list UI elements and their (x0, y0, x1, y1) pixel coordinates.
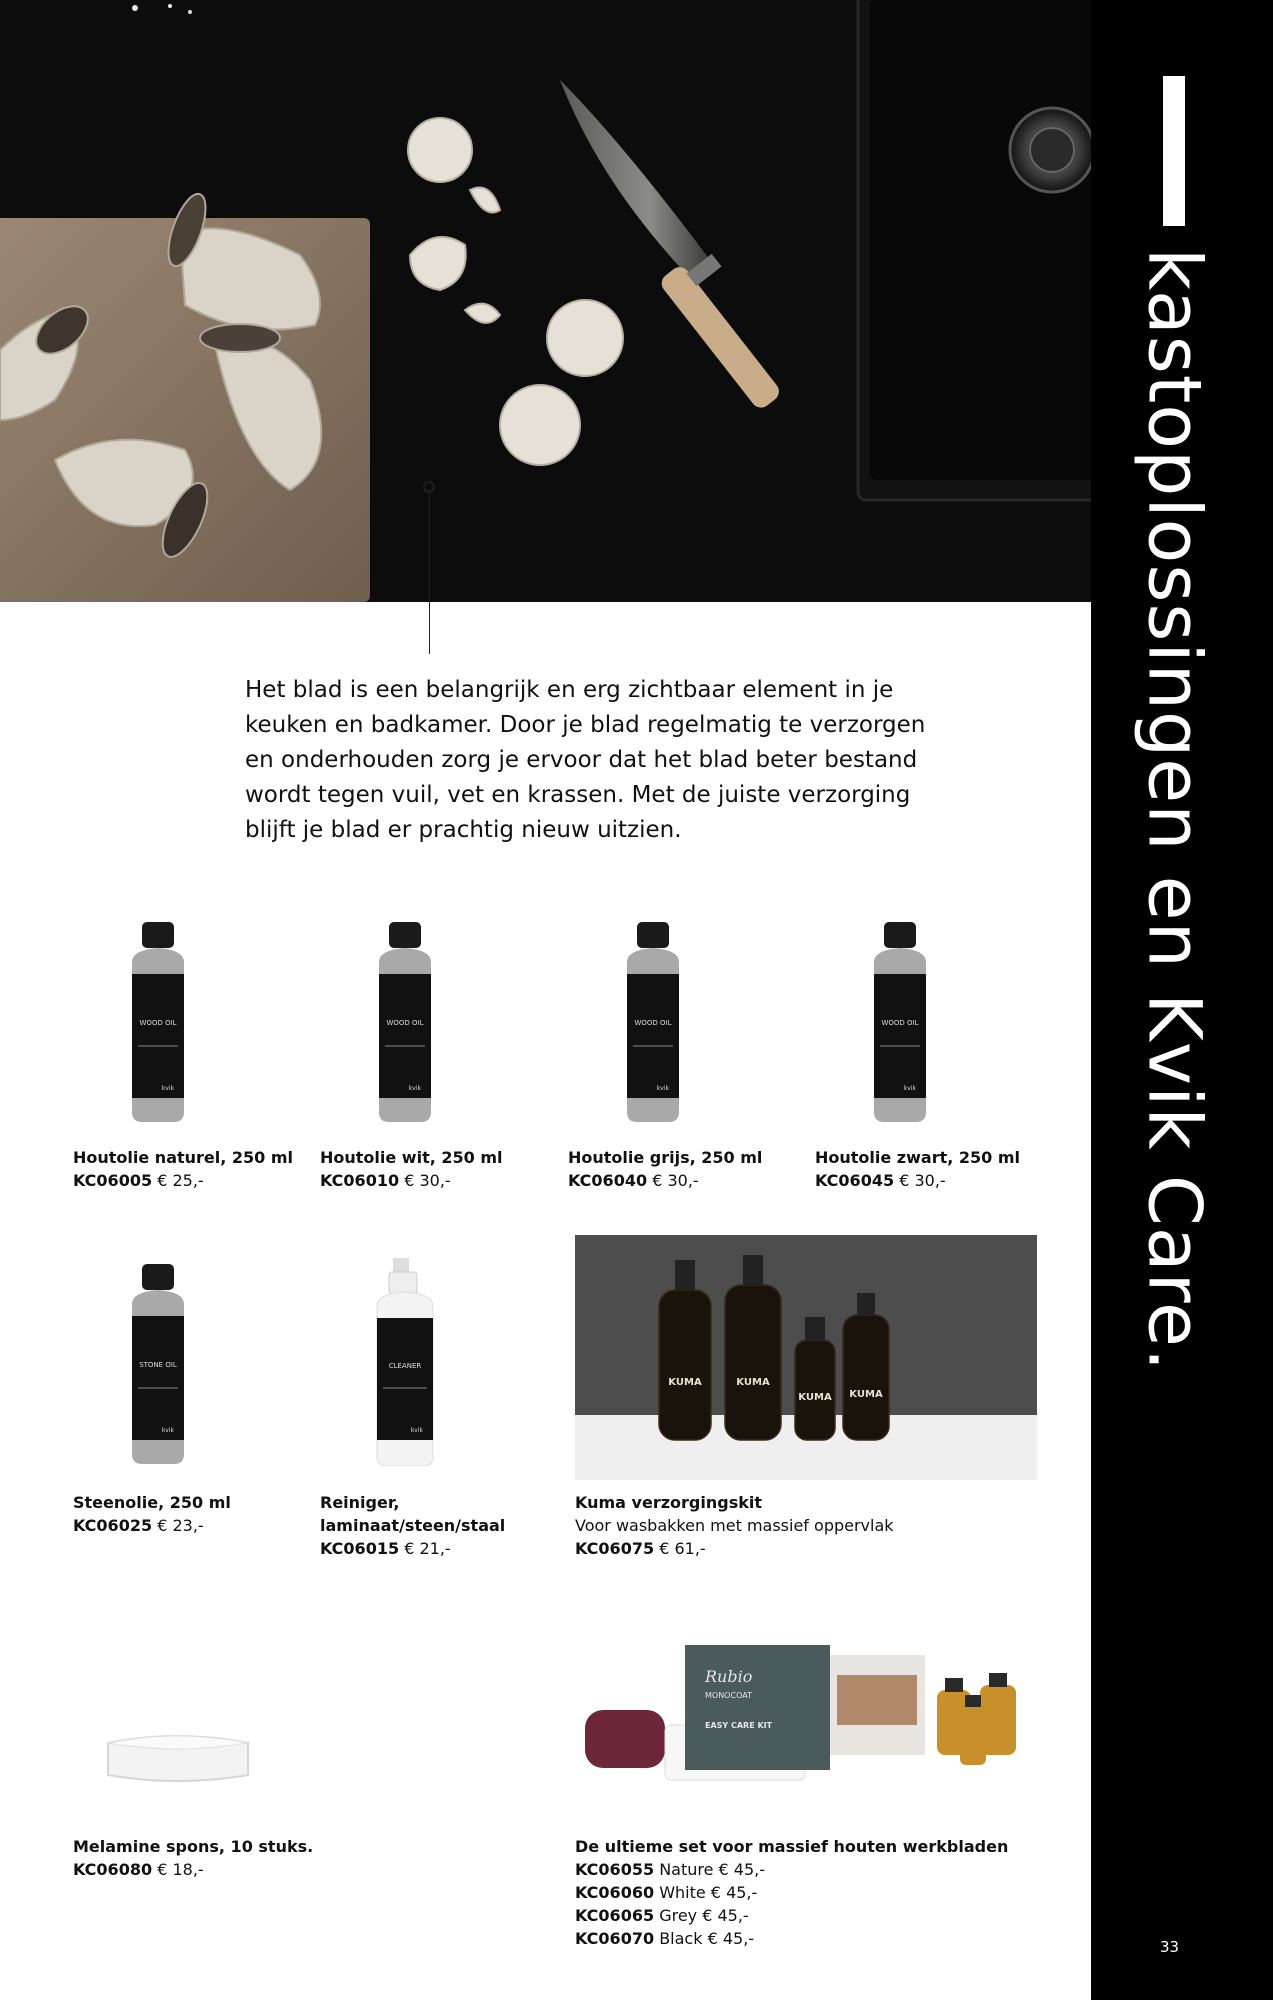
product-price: € 21,- (404, 1539, 451, 1558)
product-code: KC06025 (73, 1516, 153, 1535)
product-code: KC06005 (73, 1171, 153, 1190)
spray-bottle-icon (365, 1258, 445, 1466)
svg-text:WOOD OIL: WOOD OIL (634, 1019, 672, 1027)
product-image-wood-oil-wit (365, 922, 445, 1128)
kuma-kit-photo (575, 1235, 1037, 1480)
product-image-sponge (98, 1725, 258, 1791)
product-name: Houtolie grijs, 250 ml (568, 1148, 763, 1167)
svg-text:CLEANER: CLEANER (388, 1362, 422, 1370)
product-card (320, 1146, 503, 1192)
product-code: KC06040 (568, 1171, 648, 1190)
wood-oil-bottle-icon (860, 922, 940, 1124)
page-number: 33 (1160, 1938, 1180, 1956)
product-code: KC06015 (320, 1539, 400, 1558)
product-price: € 30,- (652, 1171, 699, 1190)
product-name: De ultieme set voor massief houten werkbladen (575, 1837, 1009, 1856)
svg-text:Rubio: Rubio (705, 1667, 753, 1686)
variant-text: Nature € 45,- (659, 1860, 766, 1879)
product-price: € 30,- (404, 1171, 451, 1190)
wood-oil-bottle-icon (118, 922, 198, 1124)
svg-text:WOOD OIL: WOOD OIL (139, 1019, 177, 1027)
svg-text:WOOD OIL: WOOD OIL (386, 1019, 424, 1027)
product-card (575, 1491, 894, 1560)
product-code: KC06070 (575, 1929, 655, 1948)
band-title: kastoplossingen en Kvik Care. (1131, 248, 1217, 1373)
product-code: KC06080 (73, 1860, 153, 1879)
variant-text: Black € 45,- (659, 1929, 755, 1948)
hero-photo (0, 0, 1091, 602)
svg-text:EASY CARE KIT: EASY CARE KIT (705, 1721, 773, 1730)
product-code: KC06075 (575, 1539, 655, 1558)
svg-text:MONOCOAT: MONOCOAT (705, 1691, 752, 1700)
band-accent-bar (1163, 76, 1185, 226)
product-name: Houtolie naturel, 250 ml (73, 1148, 294, 1167)
svg-text:STONE OIL: STONE OIL (139, 1361, 177, 1369)
product-image-kuma-kit (575, 1235, 1037, 1480)
product-price: € 23,- (157, 1516, 204, 1535)
svg-text:KUMA: KUMA (798, 1392, 832, 1403)
product-name: Reiniger, (320, 1493, 400, 1512)
product-code: KC06065 (575, 1906, 655, 1925)
svg-text:KUMA: KUMA (849, 1389, 883, 1400)
wood-oil-bottle-icon (613, 922, 693, 1124)
callout-line (429, 489, 430, 654)
product-code: KC06045 (815, 1171, 895, 1190)
svg-text:kvik: kvik (161, 1085, 174, 1092)
product-card (815, 1146, 1020, 1192)
product-price: € 18,- (157, 1860, 204, 1879)
product-name: Steenolie, 250 ml (73, 1493, 231, 1512)
svg-text:kvik: kvik (161, 1427, 174, 1434)
product-image-stone-oil (118, 1264, 198, 1470)
product-name-line2: laminaat/steen/staal (320, 1516, 506, 1535)
svg-text:kvik: kvik (656, 1085, 669, 1092)
product-card (73, 1146, 293, 1192)
product-card (73, 1835, 313, 1881)
kitchen-scene-illustration (0, 0, 1091, 602)
variant-text: White € 45,- (659, 1883, 758, 1902)
product-card (73, 1491, 231, 1537)
product-price: € 30,- (899, 1171, 946, 1190)
product-image-wood-oil-grijs (613, 922, 693, 1128)
product-image-wood-oil-zwart (860, 922, 940, 1128)
svg-text:KUMA: KUMA (668, 1377, 702, 1388)
stone-oil-bottle-icon (118, 1264, 198, 1466)
product-image-cleaner (365, 1258, 445, 1470)
product-code: KC06010 (320, 1171, 400, 1190)
svg-text:kvik: kvik (408, 1085, 421, 1092)
variant-text: Grey € 45,- (659, 1906, 749, 1925)
product-name: Houtolie zwart, 250 ml (815, 1148, 1021, 1167)
product-price: € 25,- (157, 1171, 204, 1190)
wood-oil-bottle-icon (365, 922, 445, 1124)
svg-text:KUMA: KUMA (736, 1377, 770, 1388)
product-name: Kuma verzorgingskit (575, 1493, 762, 1512)
svg-text:kvik: kvik (903, 1085, 916, 1092)
product-card (568, 1146, 762, 1192)
product-name: Houtolie wit, 250 ml (320, 1148, 503, 1167)
product-code: KC06055 (575, 1860, 655, 1879)
svg-text:kvik: kvik (410, 1427, 423, 1434)
svg-text:WOOD OIL: WOOD OIL (881, 1019, 919, 1027)
monocoat-set-photo (575, 1640, 1037, 1790)
product-image-monocoat-set (575, 1640, 1037, 1790)
product-card (320, 1491, 505, 1560)
product-code: KC06060 (575, 1883, 655, 1902)
product-card-set (575, 1835, 1008, 1950)
product-price: € 61,- (659, 1539, 706, 1558)
product-image-wood-oil-naturel (118, 922, 198, 1128)
sponge-icon (98, 1725, 258, 1787)
product-name: Melamine spons, 10 stuks. (73, 1837, 314, 1856)
intro-paragraph: Het blad is een belangrijk en erg zichtbaar element in je keuken en badkamer. Door je blad regelmatig te verzorgen en onderhouden zorg je ervoor dat het blad beter bestand wordt tegen vuil, vet en krassen. Met de juiste verzorging blijft je blad er prachtig nieuw uitzien. (245, 677, 926, 843)
product-description: Voor wasbakken met massief oppervlak (575, 1516, 894, 1535)
